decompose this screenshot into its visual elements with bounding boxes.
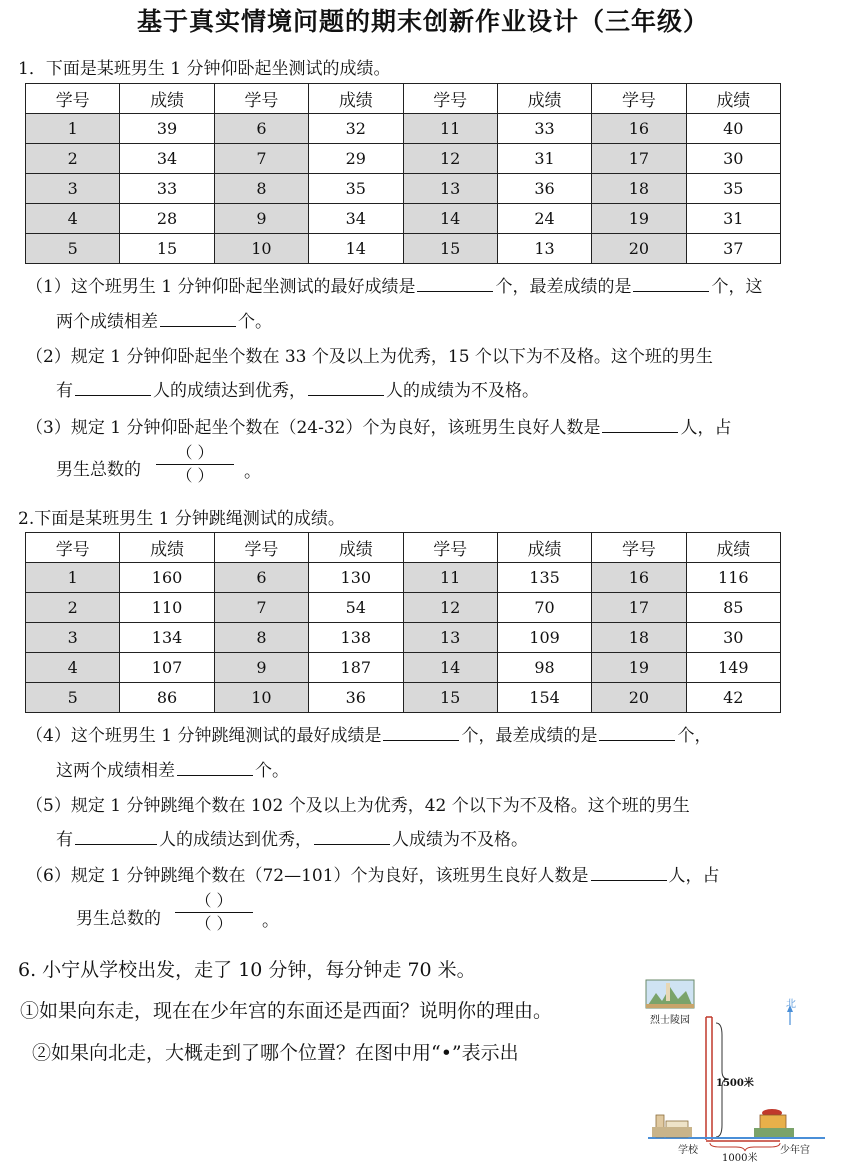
score-cell: 39 (120, 114, 214, 144)
student-number-cell: 16 (592, 114, 686, 144)
student-number-cell: 19 (592, 653, 686, 683)
student-number-cell: 9 (214, 204, 308, 234)
score-cell: 54 (309, 593, 403, 623)
score-cell: 33 (497, 114, 591, 144)
score-cell: 24 (497, 204, 591, 234)
score-cell: 37 (686, 234, 780, 264)
q6-line2: ①如果向东走，现在在少年宫的东面还是西面？说明你的理由。 (20, 1000, 553, 1022)
q1-sub1-text-a: （1）这个班男生 1 分钟仰卧起坐测试的最好成绩是 (26, 277, 416, 297)
q1-sub1-text-b: 个，最差成绩的是 (495, 277, 632, 297)
q2-sub6-text-a: （6）规定 1 分钟跳绳个数在（72—101）个为良好，该班男生良好人数是 (26, 866, 589, 886)
score-cell: 130 (309, 563, 403, 593)
student-number-cell: 14 (403, 653, 497, 683)
score-cell: 138 (309, 623, 403, 653)
score-cell: 33 (120, 174, 214, 204)
score-cell: 36 (497, 174, 591, 204)
q1-heading: 1．下面是某班男生 1 分钟仰卧起坐测试的成绩。 (18, 59, 391, 79)
fraction-bar (175, 912, 253, 913)
q6-line3: ②如果向北走，大概走到了哪个位置？在图中用“•”表示出 (32, 1042, 519, 1064)
q1-sub2-line1: （2）规定 1 分钟仰卧起坐个数在 33 个及以上为优秀，15 个以下为不及格。这个班的男生 (26, 347, 713, 367)
student-number-cell: 15 (403, 683, 497, 713)
score-cell: 98 (497, 653, 591, 683)
q2-sub4-blank-best[interactable] (383, 739, 459, 741)
q2-sub4-blank-diff[interactable] (177, 774, 253, 776)
q1-sub3-end: 。 (244, 462, 261, 482)
column-header: 学号 (26, 533, 120, 563)
table-row (26, 204, 781, 234)
q1-sub1-line2 (56, 307, 272, 332)
student-number-cell: 18 (592, 174, 686, 204)
score-cell: 36 (309, 683, 403, 713)
score-cell: 135 (497, 563, 591, 593)
column-header: 学号 (214, 84, 308, 114)
q2-sub4-text-a: （4）这个班男生 1 分钟跳绳测试的最好成绩是 (26, 726, 382, 746)
q1-sub2-text-b: 有 (56, 381, 73, 401)
q1-sub3-line1 (26, 413, 731, 438)
student-number-cell: 1 (26, 114, 120, 144)
score-cell: 70 (497, 593, 591, 623)
q2-sub4-text-b: 个，最差成绩的是 (461, 726, 598, 746)
student-number-cell: 13 (403, 623, 497, 653)
score-cell: 29 (309, 144, 403, 174)
table-row (26, 653, 781, 683)
column-header: 成绩 (686, 84, 780, 114)
q2-sub5-blank-fail[interactable] (314, 843, 390, 845)
score-cell: 30 (686, 623, 780, 653)
q1-sub3-text-c: 男生总数的 (56, 460, 141, 480)
q1-sub1-blank-best[interactable] (417, 290, 493, 292)
score-cell: 35 (309, 174, 403, 204)
q2-sub6-fraction[interactable] (175, 892, 253, 933)
east-distance-label: 1000米 (722, 1153, 758, 1164)
memorial-park-label: 烈士陵园 (650, 1015, 690, 1026)
q1-sub2-text-d: 人的成绩为不及格。 (386, 381, 539, 401)
score-cell: 85 (686, 593, 780, 623)
student-number-cell: 9 (214, 653, 308, 683)
student-number-cell: 10 (214, 683, 308, 713)
score-cell: 32 (309, 114, 403, 144)
student-number-cell: 14 (403, 204, 497, 234)
student-number-cell: 20 (592, 683, 686, 713)
q2-sub6-line1 (26, 861, 720, 886)
student-number-cell: 17 (592, 593, 686, 623)
score-cell: 30 (686, 144, 780, 174)
score-cell: 187 (309, 653, 403, 683)
score-cell: 31 (686, 204, 780, 234)
student-number-cell: 1 (26, 563, 120, 593)
q1-sub3-text-b: 人，占 (680, 418, 732, 438)
score-cell: 134 (120, 623, 214, 653)
score-cell: 31 (497, 144, 591, 174)
q2-sub6-end: 。 (262, 911, 279, 931)
q2-score-table (25, 532, 781, 713)
column-header: 成绩 (497, 84, 591, 114)
route-map-drawing (640, 975, 846, 1160)
q2-sub5-text-c: 人的成绩达到优秀， (159, 830, 312, 850)
q1-sub3-fraction[interactable] (156, 444, 234, 485)
score-cell: 116 (686, 563, 780, 593)
student-number-cell: 8 (214, 174, 308, 204)
column-header: 学号 (214, 533, 308, 563)
student-number-cell: 19 (592, 204, 686, 234)
page-title: 基于真实情境问题的期末创新作业设计（三年级） (136, 7, 709, 36)
route-map[interactable] (640, 975, 846, 1164)
q1-sub1-text-e: 个。 (238, 312, 272, 332)
score-cell: 109 (497, 623, 591, 653)
table-row (26, 593, 781, 623)
student-number-cell: 11 (403, 563, 497, 593)
north-label: 北 (786, 999, 796, 1010)
student-number-cell: 3 (26, 174, 120, 204)
score-cell: 15 (120, 234, 214, 264)
student-number-cell: 15 (403, 234, 497, 264)
youth-palace-picture (754, 1109, 794, 1137)
student-number-cell: 5 (26, 683, 120, 713)
score-cell: 34 (120, 144, 214, 174)
score-cell: 34 (309, 204, 403, 234)
student-number-cell: 12 (403, 593, 497, 623)
q2-sub6-text-b: 人，占 (668, 866, 720, 886)
school-label: 学校 (678, 1145, 698, 1156)
student-number-cell: 6 (214, 114, 308, 144)
q2-sub4-text-d: 这两个成绩相差 (56, 761, 175, 781)
q2-heading: 2.下面是某班男生 1 分钟跳绳测试的成绩。 (18, 509, 345, 529)
table-row (26, 174, 781, 204)
table-row (26, 683, 781, 713)
student-number-cell: 3 (26, 623, 120, 653)
score-cell: 28 (120, 204, 214, 234)
q2-sub5-text-b: 有 (56, 830, 73, 850)
q1-sub2-blank-excellent[interactable] (75, 394, 151, 396)
q2-sub5-line2 (56, 825, 528, 850)
q1-sub1-text-d: 两个成绩相差 (56, 312, 158, 332)
q1-sub2-text-c: 人的成绩达到优秀， (153, 381, 306, 401)
q2-sub5-line1: （5）规定 1 分钟跳绳个数在 102 个及以上为优秀，42 个以下为不及格。这个班的男生 (26, 796, 690, 816)
student-number-cell: 2 (26, 144, 120, 174)
fraction-bar (156, 464, 234, 465)
student-number-cell: 11 (403, 114, 497, 144)
youth-palace-label: 少年宫 (780, 1145, 810, 1156)
student-number-cell: 13 (403, 174, 497, 204)
q2-sub5-text-d: 人成绩为不及格。 (392, 830, 528, 850)
student-number-cell: 7 (214, 593, 308, 623)
q1-sub3-blank-good[interactable] (602, 431, 678, 433)
table-row (26, 144, 781, 174)
score-cell: 149 (686, 653, 780, 683)
q1-sub3-text-a: （3）规定 1 分钟仰卧起坐个数在（24-32）个为良好，该班男生良好人数是 (26, 418, 601, 438)
score-cell: 107 (120, 653, 214, 683)
table-row (26, 114, 781, 144)
student-number-cell: 4 (26, 204, 120, 234)
q2-sub4-line1 (26, 721, 711, 746)
table-row (26, 234, 781, 264)
q2-sub4-line2 (56, 756, 289, 781)
score-cell: 13 (497, 234, 591, 264)
column-header: 学号 (592, 84, 686, 114)
column-header: 学号 (592, 533, 686, 563)
student-number-cell: 16 (592, 563, 686, 593)
student-number-cell: 18 (592, 623, 686, 653)
column-header: 成绩 (497, 533, 591, 563)
fraction-numerator: （ ） (176, 443, 214, 462)
q2-sub4-blank-worst[interactable] (599, 739, 675, 741)
q2-sub4-text-c: 个， (677, 726, 712, 746)
score-cell: 86 (120, 683, 214, 713)
student-number-cell: 8 (214, 623, 308, 653)
student-number-cell: 2 (26, 593, 120, 623)
q2-sub6-blank-good[interactable] (591, 879, 667, 881)
school-picture (652, 1115, 692, 1137)
q1-sub1-line1 (26, 272, 762, 297)
q1-sub1-text-c: 个，这 (711, 277, 763, 297)
q6-line1: 6. 小宁从学校出发，走了 10 分钟，每分钟走 70 米。 (18, 959, 476, 981)
q1-score-table (25, 83, 781, 264)
fraction-numerator: （ ） (195, 891, 233, 910)
student-number-cell: 5 (26, 234, 120, 264)
table-row (26, 623, 781, 653)
score-cell: 14 (309, 234, 403, 264)
q1-sub2-line2 (56, 376, 539, 401)
fraction-denominator: （ ） (176, 466, 214, 485)
memorial-park-picture (646, 980, 694, 1008)
student-number-cell: 4 (26, 653, 120, 683)
student-number-cell: 7 (214, 144, 308, 174)
column-header: 学号 (403, 533, 497, 563)
q1-sub1-blank-diff[interactable] (160, 325, 236, 327)
q1-sub1-blank-worst[interactable] (633, 290, 709, 292)
student-number-cell: 12 (403, 144, 497, 174)
north-distance-label: 1500米 (716, 1078, 754, 1089)
student-number-cell: 10 (214, 234, 308, 264)
north-road (706, 1017, 712, 1140)
fraction-denominator: （ ） (195, 914, 233, 933)
student-number-cell: 20 (592, 234, 686, 264)
q2-sub6-text-c: 男生总数的 (76, 909, 161, 929)
column-header: 学号 (26, 84, 120, 114)
column-header: 成绩 (309, 84, 403, 114)
column-header: 学号 (403, 84, 497, 114)
score-cell: 42 (686, 683, 780, 713)
score-cell: 154 (497, 683, 591, 713)
table-row (26, 563, 781, 593)
score-cell: 35 (686, 174, 780, 204)
column-header: 成绩 (120, 533, 214, 563)
column-header: 成绩 (309, 533, 403, 563)
student-number-cell: 6 (214, 563, 308, 593)
column-header: 成绩 (120, 84, 214, 114)
q1-sub2-blank-fail[interactable] (308, 394, 384, 396)
score-cell: 160 (120, 563, 214, 593)
q2-sub5-blank-excellent[interactable] (75, 843, 157, 845)
score-cell: 110 (120, 593, 214, 623)
q2-sub4-text-e: 个。 (255, 761, 289, 781)
score-cell: 40 (686, 114, 780, 144)
column-header: 成绩 (686, 533, 780, 563)
student-number-cell: 17 (592, 144, 686, 174)
